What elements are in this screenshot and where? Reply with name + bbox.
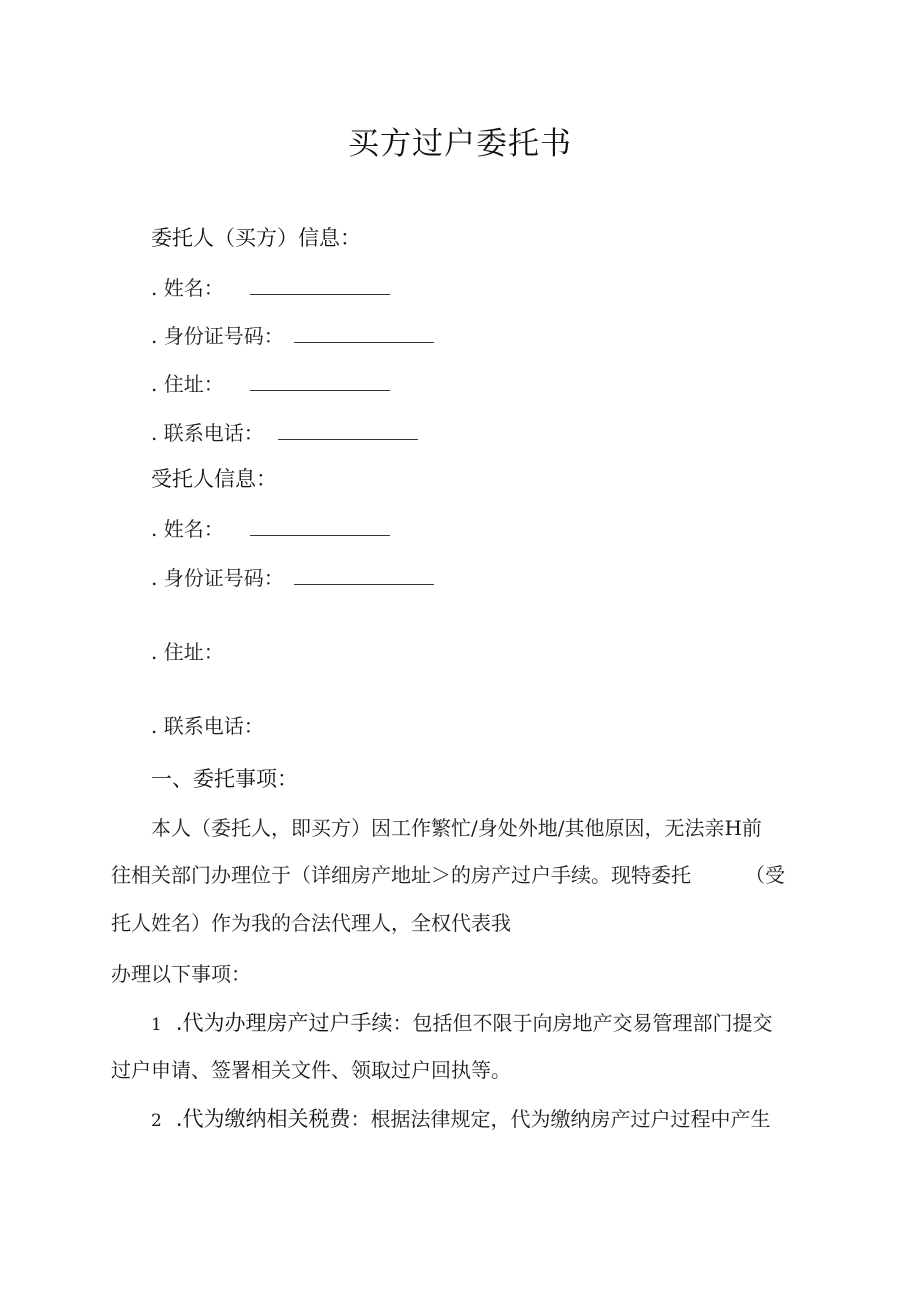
agent-name-label: . 姓名： xyxy=(151,517,224,541)
agent-id-row xyxy=(151,562,434,591)
principal-id-row xyxy=(151,320,434,349)
section1-paragraph-line3: 托人姓名）作为我的合法代理人，全权代表我 xyxy=(111,911,511,935)
item1-row xyxy=(151,1007,773,1037)
agent-phone-label: . 联系电话： xyxy=(151,714,264,738)
principal-phone-row xyxy=(151,417,418,446)
section1-paragraph-line1: 本人（委托人，即买方）因工作繁忙/身处外地/其他原因，无法亲H前 xyxy=(151,816,762,840)
principal-heading: 委托人（买方）信息： xyxy=(151,226,361,250)
principal-address-blank xyxy=(250,378,390,391)
item1-line2: 过户申请、签署相关文件、领取过户回执等。 xyxy=(111,1058,511,1082)
principal-name-blank xyxy=(250,282,390,295)
agent-name-blank xyxy=(250,523,390,536)
principal-address-label: . 住址： xyxy=(151,372,224,396)
principal-address-row xyxy=(151,368,390,397)
principal-id-label: . 身份证号码： xyxy=(151,324,284,348)
agent-address-label: . 住址： xyxy=(151,640,224,664)
principal-id-blank xyxy=(294,330,434,343)
principal-name-row xyxy=(151,272,390,301)
principal-name-label: . 姓名： xyxy=(151,276,224,300)
agent-phone-row xyxy=(151,710,264,739)
agent-id-label: . 身份证号码： xyxy=(151,566,284,590)
agent-address-row xyxy=(151,636,224,665)
item1-number: 1 xyxy=(151,1015,162,1035)
principal-phone-blank xyxy=(278,427,418,440)
item1-lead: .代为办理房产过户手续 xyxy=(175,1011,393,1035)
principal-phone-label: . 联系电话： xyxy=(151,421,264,445)
agent-id-blank xyxy=(294,572,434,585)
item2-number: 2 xyxy=(151,1111,162,1131)
agent-heading: 受托人信息： xyxy=(151,467,277,491)
section1-heading: 一、委托事项： xyxy=(151,767,298,791)
agent-name-row xyxy=(151,513,390,542)
section1-paragraph-line2b: （受 xyxy=(745,863,785,887)
item2-text: ：根据法律规定，代为缴纳房产过户过程中产生 xyxy=(350,1107,771,1131)
section1-paragraph-line2 xyxy=(111,859,785,888)
item1-text: ：包括但不限于向房地产交易管理部门提交 xyxy=(392,1011,773,1035)
item2-row xyxy=(151,1103,771,1133)
document-title: 买方过户委托书 xyxy=(348,126,572,162)
item2-lead: .代为缴纳相关税费 xyxy=(175,1107,351,1131)
section1-paragraph2: 办理以下事项： xyxy=(111,962,251,986)
section1-paragraph-line2a: 往相关部门办理位于（详细房产地址＞的房产过户手续。现特委托 xyxy=(111,863,691,887)
